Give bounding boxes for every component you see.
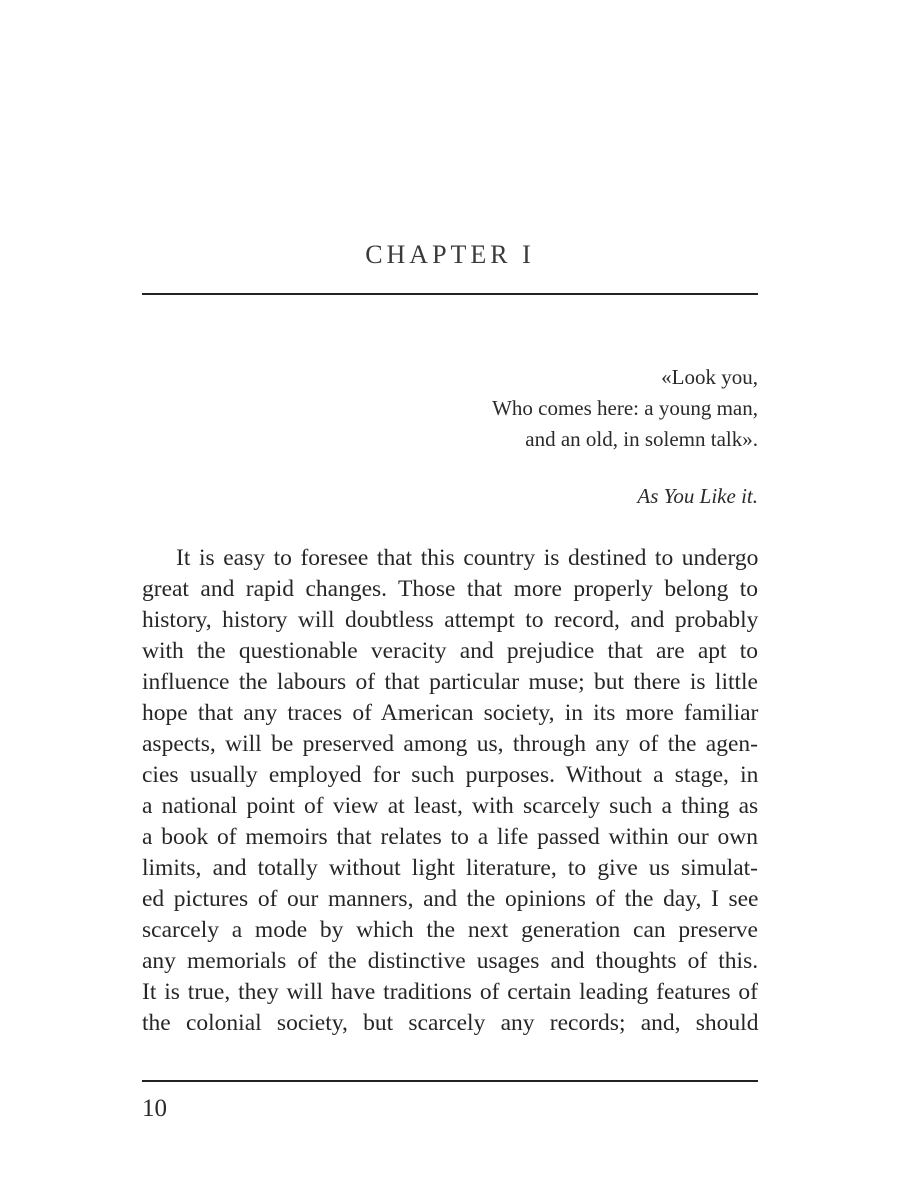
body-line: hope that any traces of American society, in its more familiar (142, 700, 759, 726)
body-paragraph (142, 543, 758, 1039)
body-line: scarcely a mode by which the next generation can preserve (142, 917, 758, 943)
epigraph-line: and an old, in solemn talk». (525, 427, 758, 451)
body-line: a national point of view at least, with scarcely such a thing as (142, 793, 759, 819)
epigraph-line: «Look you, (661, 365, 758, 389)
body-line: It is easy to foresee that this country is destined to undergo (176, 545, 759, 571)
body-line: It is true, they will have traditions of certain leading features of (142, 979, 758, 1005)
body-line: the colonial society, but scarcely any records; and, should (142, 1010, 759, 1036)
epigraph-line: Who comes here: a young man, (492, 396, 758, 420)
body-line: with the questionable veracity and prejudice that are apt to (142, 638, 759, 664)
body-line: cies usually employed for such purposes. Without a stage, in (142, 762, 759, 788)
body-line: limits, and totally without light literature, to give us simulat- (142, 855, 758, 881)
chapter-title: CHAPTER I (365, 240, 535, 269)
body-line: influence the labours of that particular muse; but there is little (142, 669, 758, 695)
body-line: ed pictures of our manners, and the opinions of the day, I see (142, 886, 759, 912)
body-line: great and rapid changes. Those that more properly belong to (142, 576, 759, 602)
body-line: a book of memoirs that relates to a life passed within our own (142, 824, 758, 850)
body-line: history, history will doubtless attempt to record, and probably (142, 607, 759, 633)
body-line: aspects, will be preserved among us, through any of the agen- (142, 731, 758, 757)
footer-rule (142, 1080, 758, 1082)
page-number: 10 (142, 1095, 167, 1122)
body-line: any memorials of the distinctive usages and thoughts of this. (142, 948, 759, 974)
epigraph-attribution: As You Like it. (637, 484, 758, 508)
chapter-rule (142, 293, 758, 295)
epigraph (142, 362, 758, 455)
